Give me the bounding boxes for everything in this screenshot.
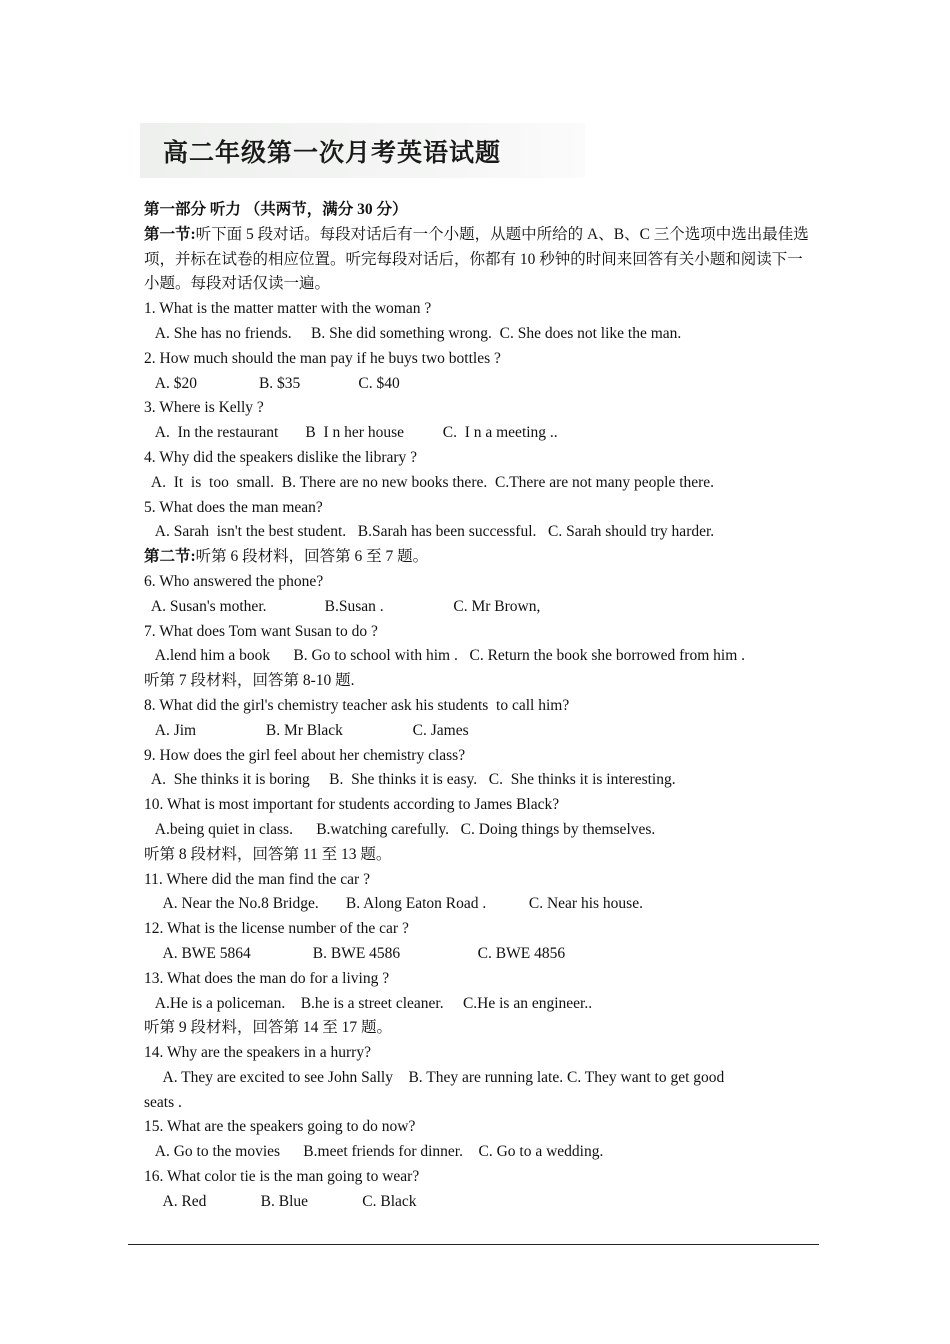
question-stem: 10. What is most important for students according to James Black? — [144, 796, 560, 814]
section1-instructions — [144, 223, 814, 297]
part-heading: 第一部分 听力 （共两节，满分 30 分） — [144, 201, 408, 218]
question-options: A. Near the No.8 Bridge. B. Along Eaton Road . C. Near his house. — [144, 895, 643, 913]
question-options: A. Go to the movies B.meet friends for dinner. C. Go to a wedding. — [144, 1143, 604, 1161]
question-options: A.being quiet in class. B.watching carefully. C. Doing things by themselves. — [144, 820, 656, 838]
exam-content — [144, 198, 814, 1215]
question-options: A. Red B. Blue C. Black — [144, 1192, 417, 1210]
section2-heading — [144, 545, 814, 570]
question-options: A. She thinks it is boring B. She thinks it is easy. C. She thinks it is interesting. — [144, 771, 676, 789]
material-instruction: 听第 8 段材料，回答第 11 至 13 题。 — [144, 845, 392, 863]
question-options: A. $20 B. $35 C. $40 — [144, 374, 400, 392]
question-stem: 9. How does the girl feel about her chemistry class? — [144, 746, 466, 764]
page-title: 高二年级第一次月考英语试题 — [163, 138, 502, 167]
question-stem: 15. What are the speakers going to do now? — [144, 1118, 416, 1136]
question-options: A.He is a policeman. B.he is a street cleaner. C.He is an engineer.. — [144, 994, 593, 1012]
question-stem: 2. How much should the man pay if he buys two bottles ? — [144, 349, 501, 367]
section2-text: 听第 6 段材料，回答第 6 至 7 题。 — [195, 548, 429, 566]
section1-label: 第一节: — [144, 225, 196, 243]
question-options: A. It is too small. B. There are no new books there. C.There are not many people there. — [144, 473, 715, 491]
material-instruction: 听第 9 段材料，回答第 14 至 17 题。 — [144, 1019, 393, 1037]
question-options: A. Jim B. Mr Black C. James — [144, 721, 469, 739]
question-stem: 14. Why are the speakers in a hurry? — [144, 1044, 371, 1062]
question-stem: 16. What color tie is the man going to wear? — [144, 1168, 420, 1186]
material-instruction: 听第 7 段材料，回答第 8-10 题. — [144, 672, 355, 690]
question-stem: 1. What is the matter matter with the woman ? — [144, 300, 432, 318]
question-options: A. In the restaurant B I n her house C. I n a meeting .. — [144, 424, 558, 442]
section2-label: 第二节: — [144, 548, 196, 566]
question-options: A.lend him a book B. Go to school with him . C. Return the book she borrowed from him . — [144, 647, 746, 665]
section1-text: 听下面 5 段对话。每段对话后有一个小题，从题中所给的 A、B、C 三个选项中选出最佳选项，并标在试卷的相应位置。听完每段对话后，你都有 10 秒钟的时间来回答有关小题和阅读下一小题。每段对话仅读一遍。 — [144, 225, 809, 293]
question-options: A. BWE 5864 B. BWE 4586 C. BWE 4856 — [144, 944, 566, 962]
question-stem: 7. What does Tom want Susan to do ? — [144, 622, 378, 640]
question-stem: 11. Where did the man find the car ? — [144, 870, 370, 888]
question-options: A. They are excited to see John Sally B. They are running late. C. They want to get good — [144, 1068, 725, 1086]
question-options: A. Susan's mother. B.Susan . C. Mr Brown, — [144, 597, 541, 615]
question-stem: 8. What did the girl's chemistry teacher ask his students to call him? — [144, 696, 570, 714]
question-stem: 3. Where is Kelly ? — [144, 399, 264, 417]
question-stem: 12. What is the license number of the car ? — [144, 920, 409, 938]
question-stem: 4. Why did the speakers dislike the library ? — [144, 448, 418, 466]
question-options-continued: seats . — [144, 1093, 182, 1111]
question-options: A. She has no friends. B. She did something wrong. C. She does not like the man. — [144, 324, 682, 342]
question-stem: 5. What does the man mean? — [144, 498, 323, 516]
question-stem: 13. What does the man do for a living ? — [144, 969, 390, 987]
question-options: A. Sarah isn't the best student. B.Sarah has been successful. C. Sarah should try harder. — [144, 523, 715, 541]
question-stem: 6. Who answered the phone? — [144, 572, 324, 590]
footer-divider — [128, 1244, 819, 1245]
